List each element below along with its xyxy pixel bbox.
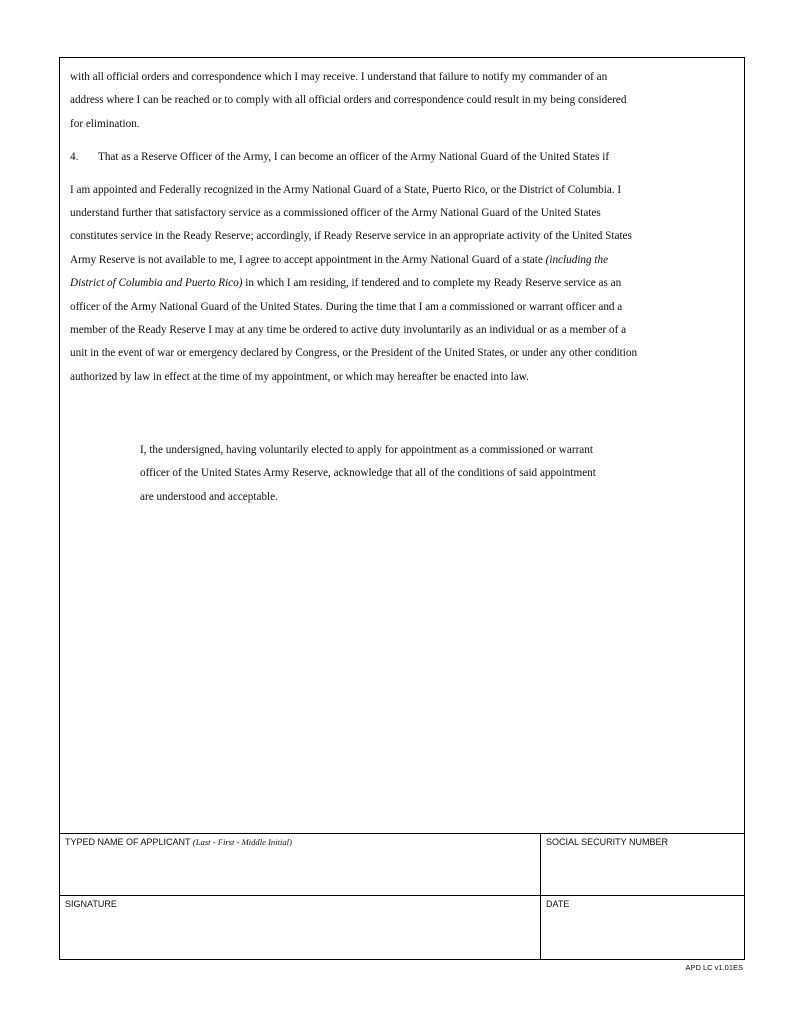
signature-field[interactable] (60, 896, 541, 960)
ssn-field[interactable] (541, 834, 744, 896)
paragraph-line: understand further that satisfactory service as a commissioned officer of the Army National Guard of the United States (70, 207, 601, 220)
paragraph-line (70, 272, 738, 295)
paragraph-line: address where I can be reached or to comply with all official orders and correspondence could result in my being considered (70, 94, 627, 107)
paragraph-line: with all official orders and correspondence which I may receive. I understand that failure to notify my commander of an (70, 71, 608, 83)
item-lead-text: That as a Reserve Officer of the Army, I can become an officer of the Army National Guard of the United States if (98, 151, 610, 164)
ack-line: are understood and acceptable. (140, 490, 278, 503)
paragraph-line: constitutes service in the Ready Reserve; accordingly, if Ready Reserve service in an appropriate activity of the United States (70, 230, 632, 243)
ack-line: I, the undersigned, having voluntarily elected to apply for appointment as a commissioned or warrant (140, 444, 593, 456)
acknowledgement (140, 439, 700, 509)
paragraph-line: unit in the event of war or emergency declared by Congress, or the President of the United States, or under any other condition (70, 347, 638, 360)
signature-label: SIGNATURE (65, 899, 117, 909)
paragraph-line: I am appointed and Federally recognized in the Army National Guard of a State, Puerto Rico, or the District of Columbia. I (70, 183, 622, 196)
form-frame (59, 57, 745, 960)
paragraph-line: authorized by law in effect at the time of my appointment, or which may hereafter be enacted into law. (70, 370, 529, 383)
line-text: Army Reserve is not available to me, I agree to accept appointment in the Army National Guard of a state (70, 253, 546, 266)
ack-line: officer of the United States Army Reserve, acknowledge that all of the conditions of said appointment (140, 467, 596, 480)
paragraph-line: member of the Ready Reserve I may at any time be ordered to active duty involuntarily as an individual or as a member of a (70, 324, 627, 337)
applicant-name-field[interactable] (60, 834, 541, 896)
applicant-name-hint: (Last - First - Middle Initial) (192, 837, 292, 847)
date-field[interactable] (541, 896, 744, 960)
applicant-name-label: TYPED NAME OF APPLICANT (65, 837, 193, 847)
item-4-lead (70, 146, 738, 169)
body-text (70, 66, 738, 389)
paragraph-line (70, 249, 738, 272)
date-label: DATE (546, 899, 570, 909)
ssn-label: SOCIAL SECURITY NUMBER (546, 837, 669, 847)
applicant-fields (60, 833, 744, 960)
paragraph-line: officer of the Army National Guard of the United States. During the time that I am a commissioned or warrant officer and a (70, 300, 623, 313)
item-number: 4. (70, 151, 79, 164)
line-text: in which I am residing, if tendered and to complete my Ready Reserve service as an (242, 277, 622, 290)
italic-text: (including the (545, 253, 609, 266)
italic-text: District of Columbia and Puerto Rico) (70, 277, 243, 290)
form-id: APD LC v1.01ES (685, 963, 743, 972)
paragraph-line: for elimination. (70, 117, 140, 130)
